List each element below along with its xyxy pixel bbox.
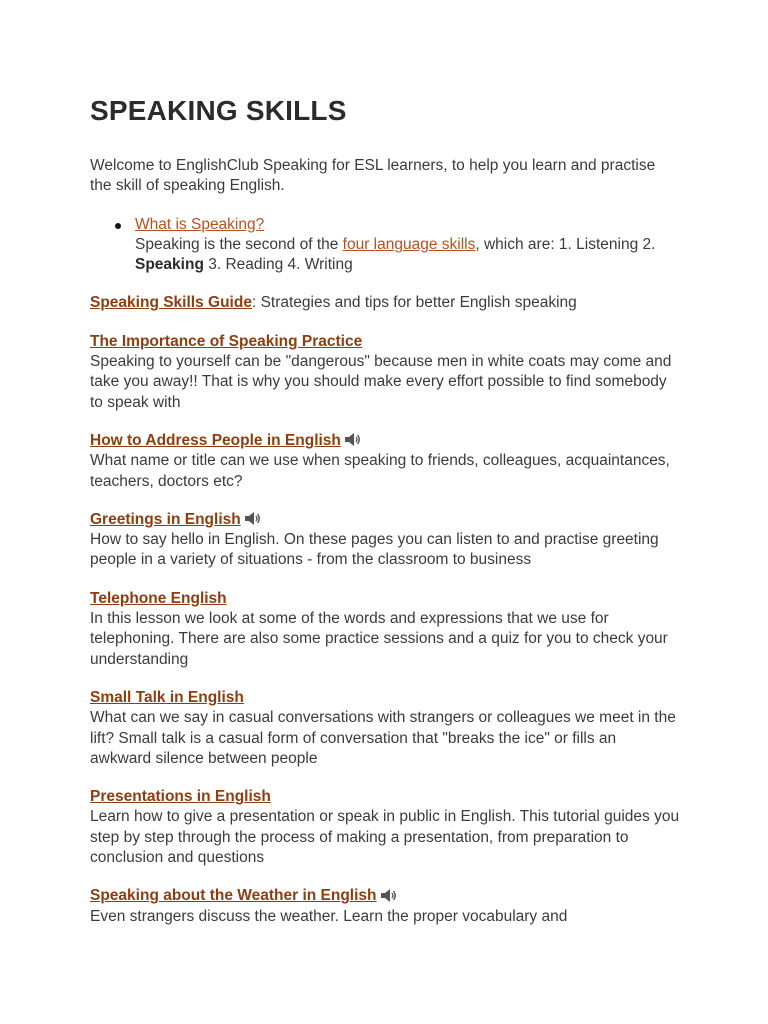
section-address-people bbox=[90, 431, 680, 492]
guide-line bbox=[90, 293, 680, 313]
section-description: What can we say in casual conversations with strangers or colleagues we meet in the lift? Small talk is a casual form of conversation that "breaks the ice" or fills an awkward silence between people bbox=[90, 709, 676, 767]
list-bold-word: Speaking bbox=[135, 256, 204, 274]
what-is-speaking-link[interactable]: What is Speaking? bbox=[135, 215, 265, 233]
section-importance bbox=[90, 332, 680, 413]
section-title-link[interactable]: Presentations in English bbox=[90, 788, 271, 806]
speaker-icon[interactable] bbox=[381, 888, 397, 901]
section-description: What name or title can we use when speaking to friends, colleagues, acquaintances, teachers, doctors etc? bbox=[90, 452, 670, 490]
section-title-link[interactable]: Small Talk in English bbox=[90, 688, 244, 706]
section-description: Learn how to give a presentation or speak in public in English. This tutorial guides you step by step through the process of making a presentation, from preparation to conclusion and questions bbox=[90, 808, 680, 867]
section-description: In this lesson we look at some of the words and expressions that we use for telephoning. There are also some practice sessions and a quiz for you to check your understanding bbox=[90, 610, 668, 668]
section-description: Speaking to yourself can be "dangerous" because men in white coats may come and take you away!! That is why you should make every effort possible to find somebody to speak with bbox=[90, 353, 672, 411]
section-title-link[interactable]: The Importance of Speaking Practice bbox=[90, 332, 363, 350]
list-item bbox=[135, 215, 680, 276]
list-text-post: , which are: 1. Listening 2. bbox=[475, 235, 656, 253]
four-language-skills-link[interactable]: four language skills bbox=[342, 235, 476, 253]
section-telephone bbox=[90, 589, 680, 670]
speaker-icon[interactable] bbox=[345, 432, 361, 445]
section-presentations bbox=[90, 787, 680, 868]
bullet-icon bbox=[115, 223, 121, 229]
list-text-pre: Speaking is the second of the bbox=[135, 235, 343, 253]
section-title-link[interactable]: Greetings in English bbox=[90, 510, 241, 528]
speaking-skills-guide-link[interactable]: Speaking Skills Guide bbox=[90, 294, 252, 312]
list-text-end: 3. Reading 4. Writing bbox=[203, 256, 353, 274]
intro-paragraph: Welcome to EnglishClub Speaking for ESL learners, to help you learn and practise the skill of speaking English. bbox=[90, 157, 656, 195]
topic-list bbox=[90, 215, 680, 276]
speaker-icon[interactable] bbox=[245, 511, 261, 524]
section-description: How to say hello in English. On these pages you can listen to and practise greeting people in a variety of situations - from the classroom to business bbox=[90, 531, 659, 569]
section-weather bbox=[90, 886, 680, 927]
page-content bbox=[90, 93, 680, 945]
page-title: SPEAKING SKILLS bbox=[90, 95, 347, 126]
section-title-link[interactable]: Telephone English bbox=[90, 589, 227, 607]
section-greetings bbox=[90, 510, 680, 571]
section-description: Even strangers discuss the weather. Learn the proper vocabulary and bbox=[90, 907, 568, 925]
guide-text: : Strategies and tips for better English speaking bbox=[251, 294, 577, 312]
section-small-talk bbox=[90, 688, 680, 769]
section-title-link[interactable]: How to Address People in English bbox=[90, 431, 341, 449]
section-title-link[interactable]: Speaking about the Weather in English bbox=[90, 887, 377, 905]
